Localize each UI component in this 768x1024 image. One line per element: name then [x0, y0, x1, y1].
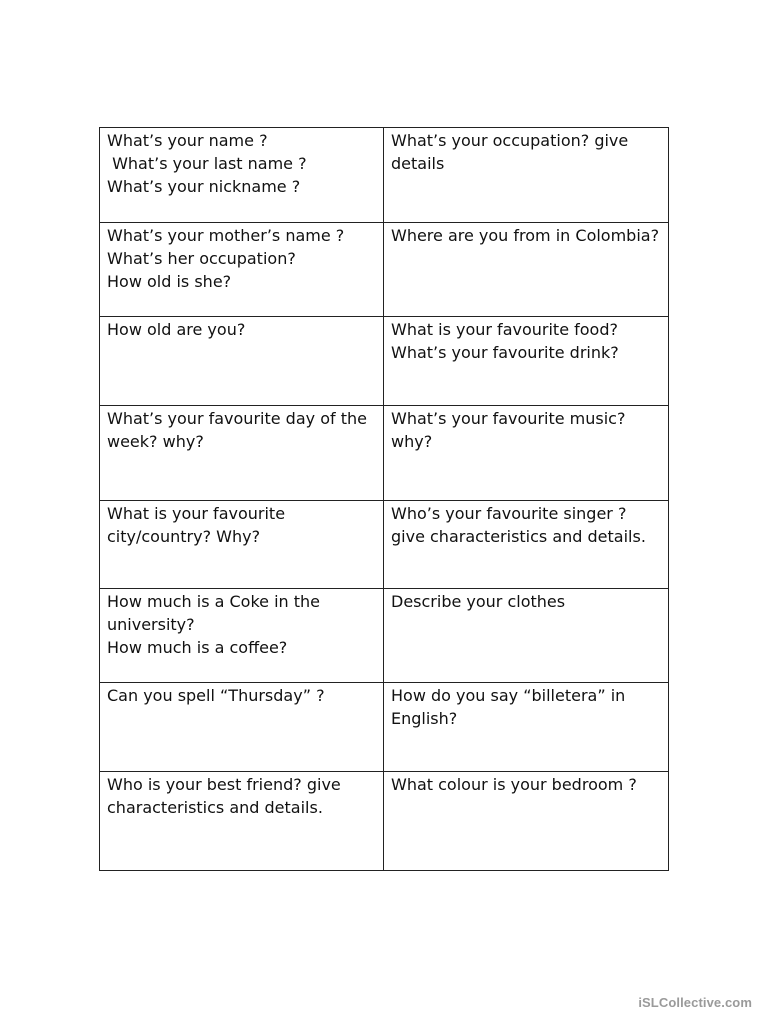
question-line: What’s your nickname ? [107, 177, 301, 196]
question-line: What’s your favourite day of the week? why? [107, 409, 373, 451]
question-line: Where are you from in Colombia? [391, 226, 660, 245]
question-line: Who is your best friend? give characteristics and details. [107, 775, 346, 817]
question-cell [100, 406, 384, 501]
question-line: How do you say “billetera” in English? [391, 686, 631, 728]
question-line: Can you spell “Thursday” ? [107, 686, 325, 705]
site-watermark: iSLCollective.com [638, 995, 752, 1010]
question-line: Who’s your favourite singer ? give characteristics and details. [391, 504, 646, 546]
question-table [99, 127, 669, 871]
question-line: Describe your clothes [391, 592, 566, 611]
question-cell [384, 501, 669, 589]
table-row [100, 317, 669, 406]
question-cell [384, 406, 669, 501]
question-line: How much is a Coke in the university? [107, 592, 326, 634]
question-line: How old is she? [107, 272, 232, 291]
question-line: What’s her occupation? [107, 249, 296, 268]
table-row [100, 406, 669, 501]
question-line: How old are you? [107, 320, 246, 339]
table-row [100, 683, 669, 772]
question-line: What colour is your bedroom ? [391, 775, 637, 794]
table-row [100, 772, 669, 871]
question-line: What’s your favourite drink? [391, 343, 619, 362]
table-row [100, 128, 669, 223]
question-line: What’s your mother’s name ? [107, 226, 345, 245]
question-line: What’s your last name ? [107, 154, 307, 173]
question-cell [384, 589, 669, 683]
question-cell [384, 683, 669, 772]
question-cell [100, 772, 384, 871]
question-cell [100, 589, 384, 683]
question-line: What is your favourite city/country? Why? [107, 504, 291, 546]
table-row [100, 501, 669, 589]
question-line: What’s your name ? [107, 131, 268, 150]
question-line: What is your favourite food? [391, 320, 618, 339]
question-cell [100, 317, 384, 406]
question-cell [384, 128, 669, 223]
question-cell [384, 772, 669, 871]
question-line: What’s your occupation? give details [391, 131, 634, 173]
question-cell [100, 223, 384, 317]
question-cell [384, 317, 669, 406]
table-row [100, 223, 669, 317]
question-cell [100, 683, 384, 772]
question-line: How much is a coffee? [107, 638, 288, 657]
question-cell [384, 223, 669, 317]
question-cell [100, 128, 384, 223]
table-row [100, 589, 669, 683]
question-line: What’s your favourite music? why? [391, 409, 631, 451]
question-cell [100, 501, 384, 589]
